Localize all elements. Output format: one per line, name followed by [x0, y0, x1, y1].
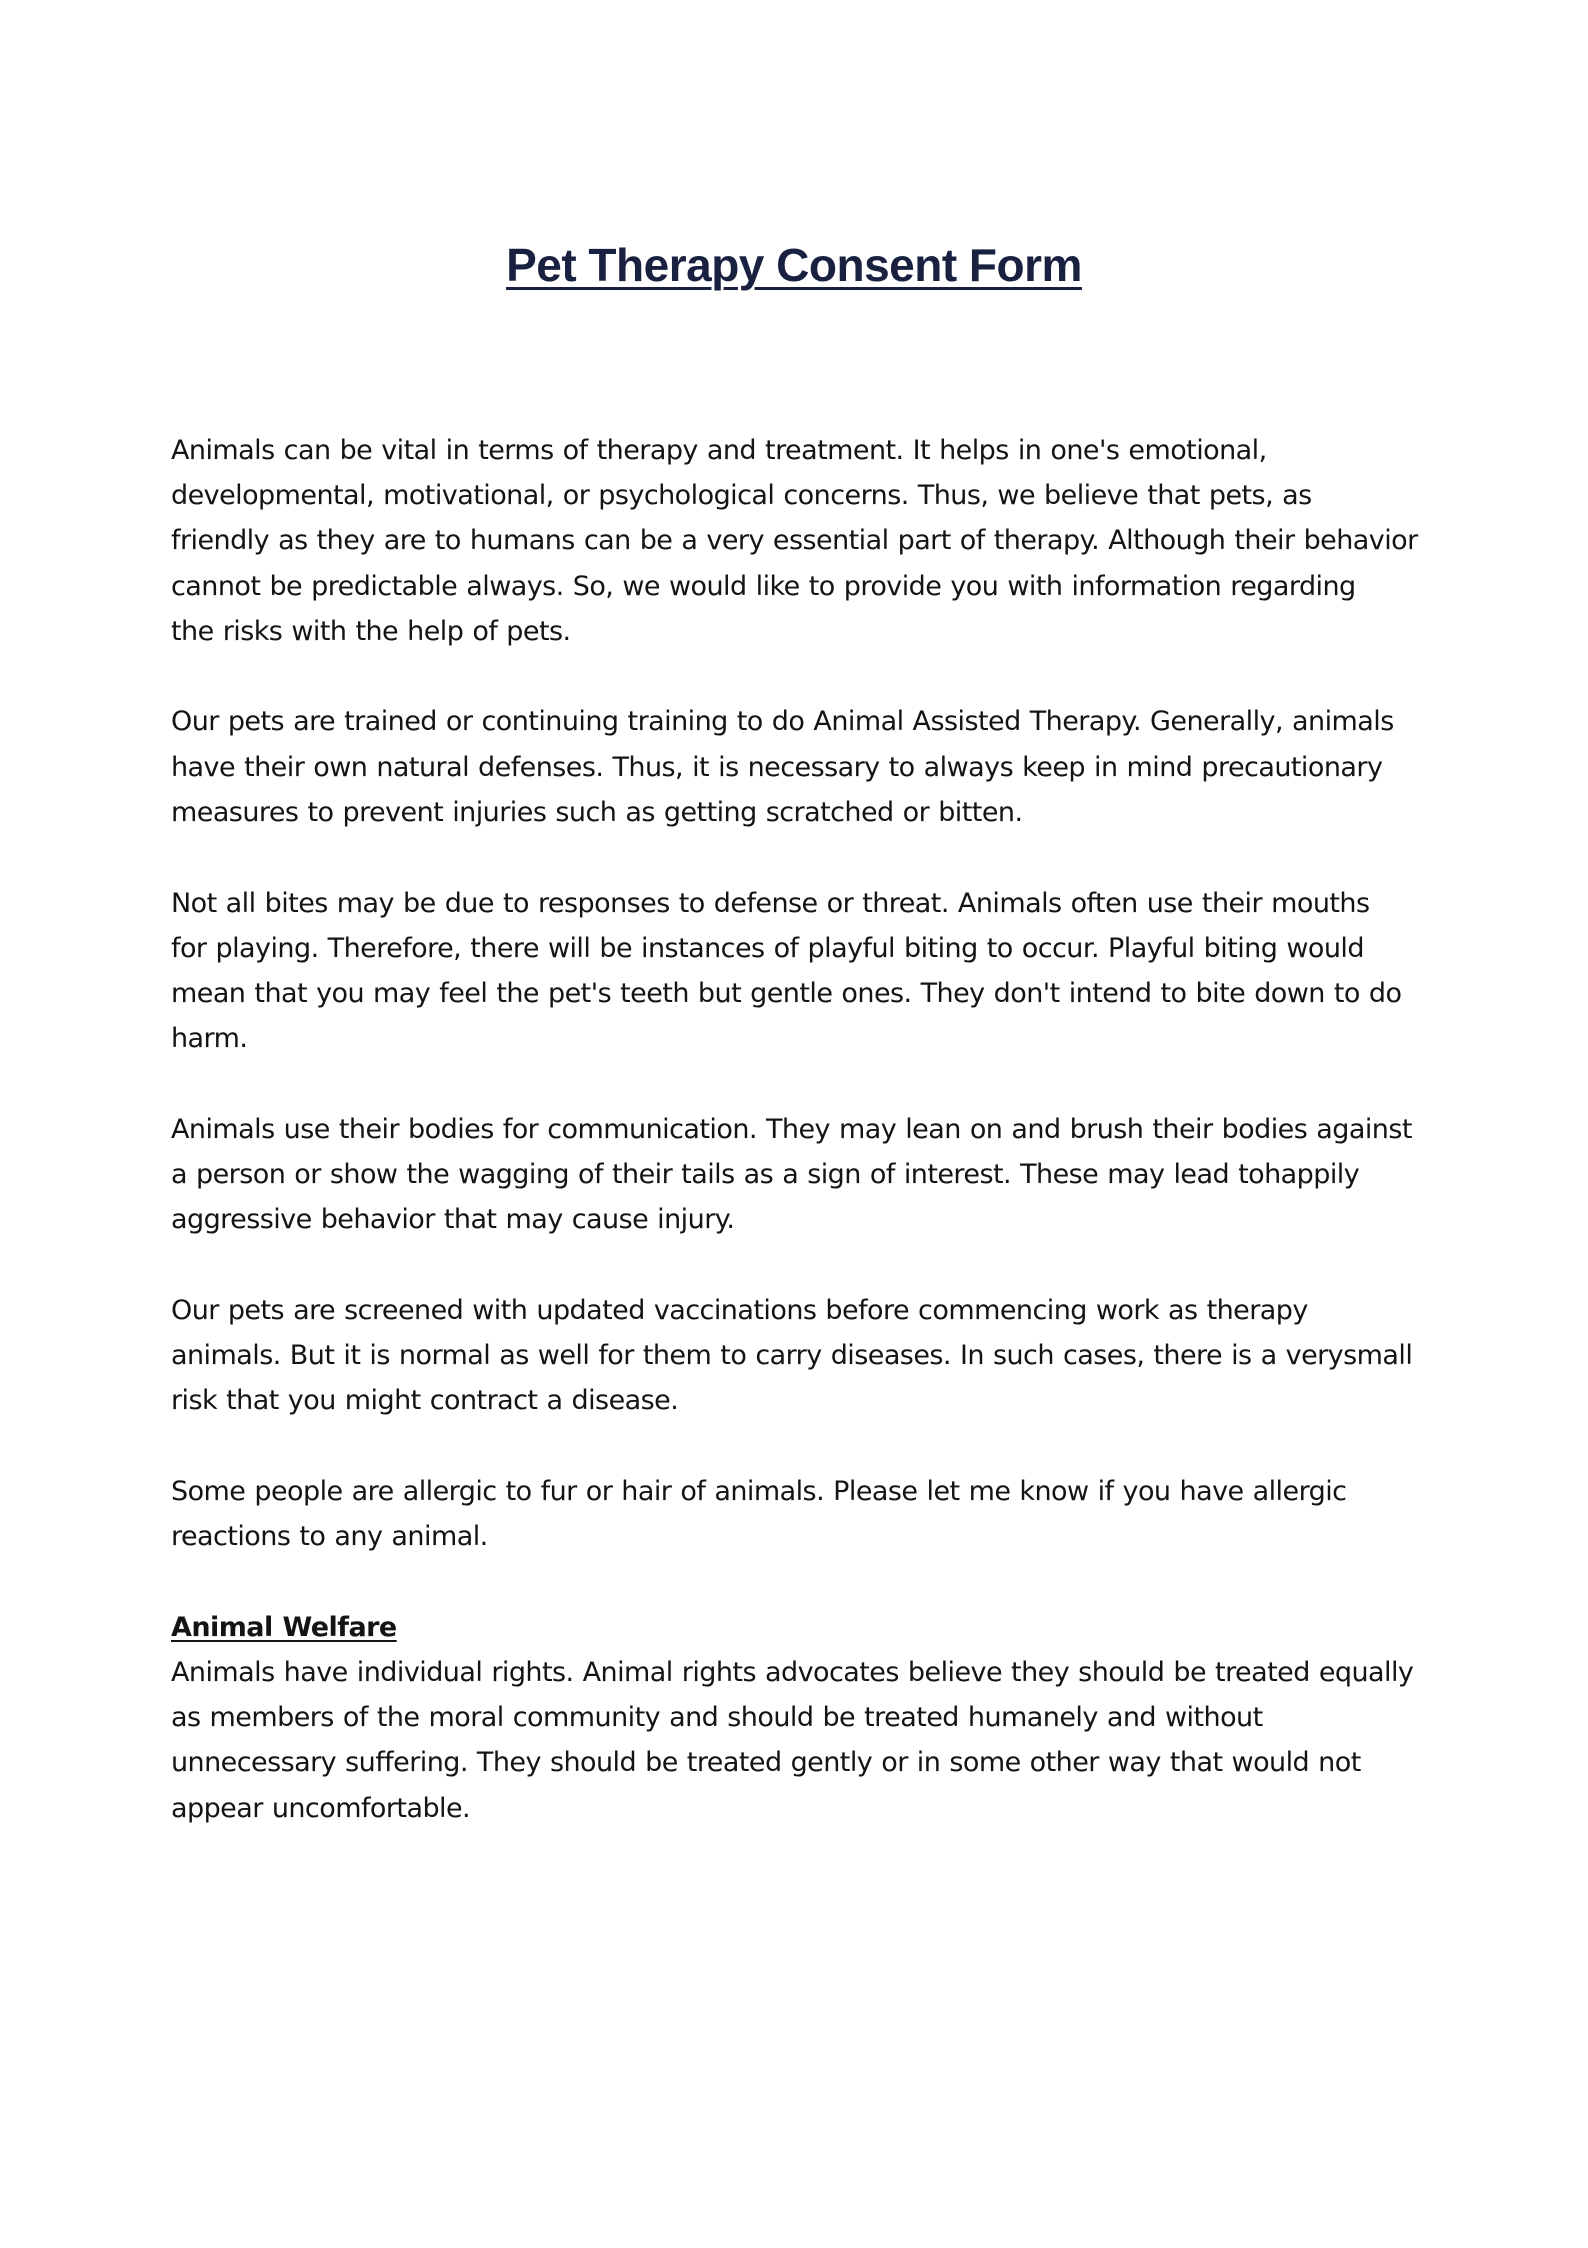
text-line: appear uncomfortable.: [171, 1792, 471, 1824]
text-line: for playing. Therefore, there will be instances of playful biting to occur. Playful biting would: [171, 932, 1364, 964]
document-body: [171, 428, 1421, 1876]
paragraph-vaccinations: [171, 1288, 1421, 1424]
text-line: cannot be predictable always. So, we would like to provide you with information regarding: [171, 570, 1356, 602]
text-line: unnecessary suffering. They should be treated gently or in some other way that would not: [171, 1747, 1361, 1779]
paragraph-intro: [171, 428, 1421, 654]
text-line: Our pets are screened with updated vaccinations before commencing work as therapy: [171, 1294, 1308, 1326]
text-line: risk that you might contract a disease.: [171, 1385, 679, 1417]
text-line: the risks with the help of pets.: [171, 615, 571, 647]
document-title: [0, 238, 1588, 293]
text-line: Animals use their bodies for communication. They may lean on and brush their bodies against: [171, 1113, 1412, 1145]
text-line: have their own natural defenses. Thus, it is necessary to always keep in mind precautionary: [171, 751, 1383, 783]
text-line: friendly as they are to humans can be a very essential part of therapy. Although their behavior: [171, 525, 1418, 557]
text-line: mean that you may feel the pet's teeth but gentle ones. They don't intend to bite down to do: [171, 977, 1402, 1009]
text-line: reactions to any animal.: [171, 1521, 488, 1553]
text-line: Animals can be vital in terms of therapy and treatment. It helps in one's emotional,: [171, 435, 1267, 466]
paragraph-communication: [171, 1107, 1421, 1243]
text-line: measures to prevent injuries such as getting scratched or bitten.: [171, 796, 1023, 828]
document-title-text: Pet Therapy Consent Form: [506, 239, 1082, 291]
section-heading: Animal Welfare: [171, 1611, 397, 1643]
text-line: animals. But it is normal as well for them to carry diseases. In such cases, there is a verysmall: [171, 1340, 1413, 1371]
paragraph-bites: [171, 881, 1421, 1062]
text-line: Not all bites may be due to responses to defense or threat. Animals often use their mouths: [171, 887, 1370, 919]
paragraph-allergies: [171, 1469, 1421, 1559]
text-line: aggressive behavior that may cause injury.: [171, 1204, 735, 1236]
text-line: as members of the moral community and should be treated humanely and without: [171, 1702, 1263, 1734]
section-heading-line: [171, 1605, 1421, 1650]
text-line: Animals have individual rights. Animal rights advocates believe they should be treated equally: [171, 1656, 1414, 1688]
paragraph-training: [171, 699, 1421, 835]
text-line: Some people are allergic to fur or hair of animals. Please let me know if you have allergic: [171, 1475, 1347, 1507]
text-line: developmental, motivational, or psychological concerns. Thus, we believe that pets, as: [171, 480, 1312, 512]
text-line: a person or show the wagging of their tails as a sign of interest. These may lead tohappily: [171, 1158, 1360, 1190]
text-line: Our pets are trained or continuing training to do Animal Assisted Therapy. Generally, animals: [171, 706, 1394, 738]
text-line: harm.: [171, 1023, 248, 1055]
section-animal-welfare: [171, 1605, 1421, 1831]
